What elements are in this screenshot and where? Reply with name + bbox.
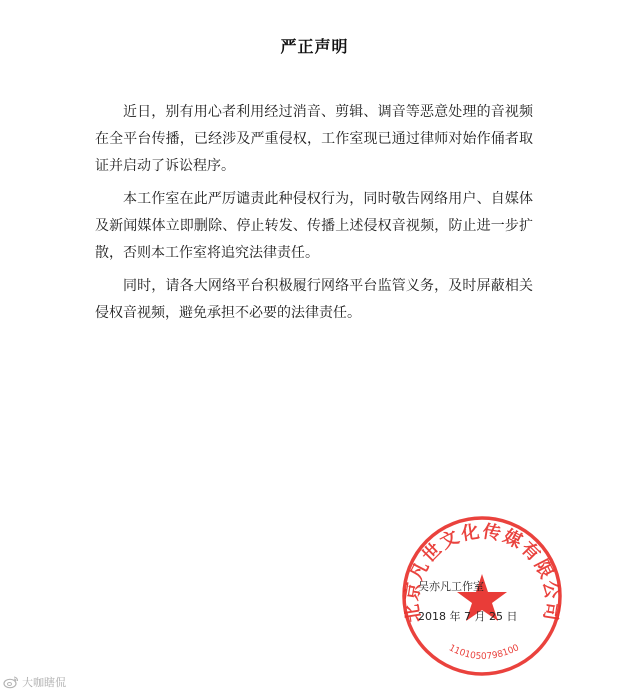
document-title: 严正声明 [280, 37, 349, 56]
weibo-icon [3, 675, 19, 689]
watermark-text: 大咖瞎侃 [22, 676, 66, 689]
paragraph-1: 近日，别有用心者利用经过消音、剪辑、调音等恶意处理的音视频在全平台传播，已经涉及严重侵权，工作室现已通过律师对始作俑者取证并启动了诉讼程序。 [95, 104, 533, 174]
paragraph-3: 同时，请各大网络平台积极履行网络平台监管义务，及时屏蔽相关侵权音视频，避免承担不必要的法律责任。 [95, 278, 533, 321]
signature: 吴亦凡工作室 [418, 580, 484, 593]
svg-text:北京凡世文化传媒有限公司: 北京凡世文化传媒有限公司 [401, 521, 563, 624]
paragraph-2: 本工作室在此严厉谴责此种侵权行为，同时敬告网络用户、自媒体及新闻媒体立即删除、停止转发、传播上述侵权音视频，防止进一步扩散，否则本工作室将追究法律责任。 [95, 191, 533, 261]
watermark [3, 674, 66, 690]
svg-text:1101050798100: 1101050798100 [446, 643, 521, 663]
company-seal [398, 512, 566, 680]
signature-date: 2018 年 7 月 25 日 [418, 610, 518, 623]
document-body [95, 99, 533, 333]
